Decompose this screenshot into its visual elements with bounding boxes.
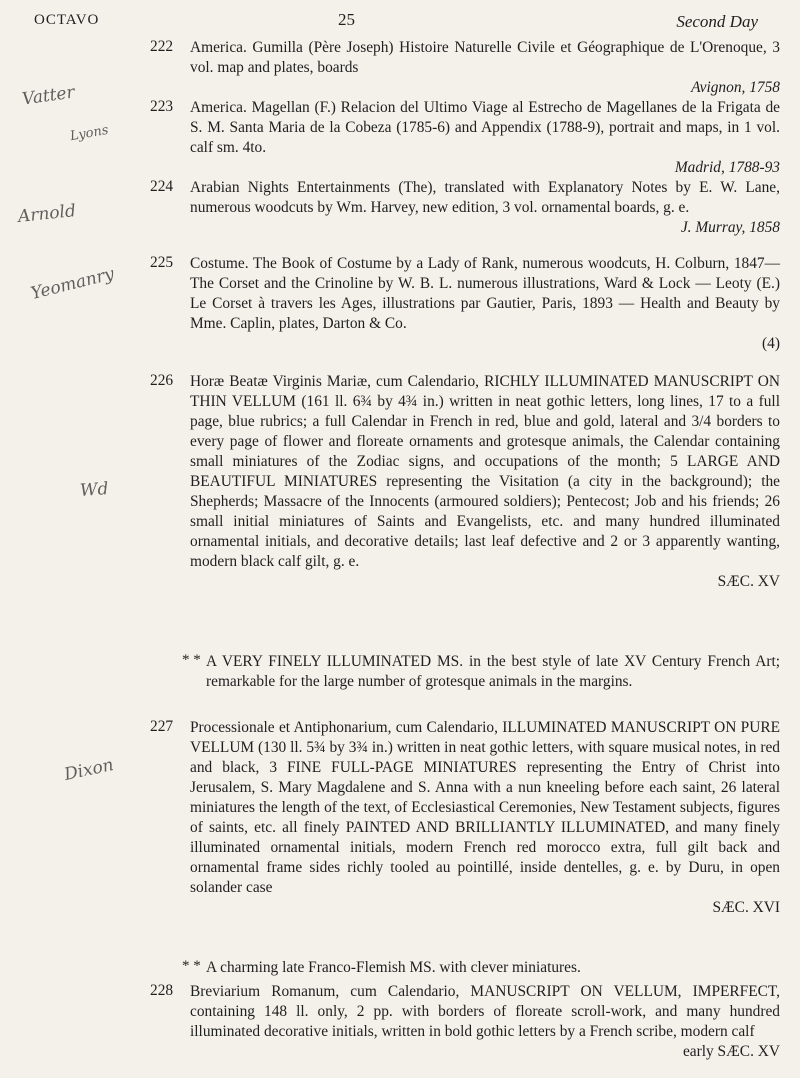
lot-number: 222	[150, 38, 174, 55]
day-label: Second Day	[676, 12, 758, 31]
lot-imprint: J. Murray, 1858	[680, 219, 780, 236]
lot-note: A VERY FINELY ILLUMINATED MS. in the best style of late XV Century French Art; remarkable for the large number of grotesque animals in the margins.	[206, 653, 780, 690]
lot-description	[190, 982, 780, 1062]
lot-imprint: Madrid, 1788-93	[674, 159, 780, 176]
page-header	[20, 8, 780, 34]
handwritten-margin-notes	[0, 0, 120, 1078]
lot-date: SÆC. XVI	[712, 899, 780, 916]
note-stars: * *	[182, 652, 201, 668]
margin-note: Lyons	[68, 122, 110, 145]
lot-date: early SÆC. XV	[682, 1043, 780, 1060]
lot-number: 225	[150, 254, 174, 271]
page-number: 25	[338, 10, 355, 29]
lot-description	[190, 254, 780, 354]
lot-description	[190, 38, 780, 98]
format-label: OCTAVO	[34, 12, 100, 28]
lot-text: America. Magellan (F.) Relacion del Ultimo Viage al Estrecho de Magellanes de la Frigata de S. M. Santa Maria de la Cobeza (1785-6) and Appendix (1788-9), portrait and maps, in 1 vol. calf sm. 4to.	[190, 99, 780, 156]
margin-note: Yeomanry	[28, 264, 117, 304]
lot-description	[190, 178, 780, 238]
lot-date: SÆC. XV	[717, 573, 780, 590]
margin-note: Vatter	[20, 82, 76, 110]
lot-text: America. Gumilla (Père Joseph) Histoire Naturelle Civile et Géographique de L'Orenoque, 3 vol. map and plates, boards	[190, 39, 780, 76]
lot-text: Costume. The Book of Costume by a Lady of Rank, numerous woodcuts, H. Colburn, 1847—The Corset and the Crinoline by W. B. L. numerous illustrations, Ward & Lock — Leoty (E.) Le Corset à travers les Ages, illustrations par Gautier, Paris, 1893 — Health and Beauty by Mme. Caplin, plates, Darton & Co.	[190, 255, 780, 332]
lot-description	[190, 372, 780, 592]
lot-number: 224	[150, 178, 174, 195]
lot-text: Processionale et Antiphonarium, cum Calendario, ILLUMINATED MANUSCRIPT ON PURE VELLUM (130 ll. 5¾ by 3¾ in.) written in neat gothic letters, with square musical notes, in red and black, 3 FINE FULL-PAGE MINIATURES representing the Entry of Christ into Jerusalem, S. Mary Magdalene and S. Anna with a nun kneeling before each saint, 26 lateral miniatures the length of the text, of Ecclesiastical Ceremonies, New Testament subjects, figures of saints, etc. all finely PAINTED AND BRILLIANTLY ILLUMINATED, and many finely illuminated ornamental initials, modern French red morocco extra, full gilt back and ornamental frame sides richly tooled au pointillé, inside dentelles, g. e. by Duru, in open solander case	[190, 719, 780, 896]
lot-count: (4)	[762, 335, 780, 352]
lot-number: 228	[150, 982, 174, 999]
lot-text: Breviarium Romanum, cum Calendario, MANUSCRIPT ON VELLUM, IMPERFECT, containing 148 ll. only, 2 pp. with borders of floreate scroll-work, and many hundred illuminated decorative initials, written in bold gothic letters by a French scribe, modern calf	[190, 983, 780, 1040]
lot-number: 227	[150, 718, 174, 735]
margin-note: Wd	[79, 479, 110, 501]
margin-note: Arnold	[17, 201, 77, 227]
lot-imprint: Avignon, 1758	[691, 79, 780, 96]
lot-text: Arabian Nights Entertainments (The), translated with Explanatory Notes by E. W. Lane, numerous woodcuts by Wm. Harvey, new edition, 3 vol. ornamental boards, g. e.	[190, 179, 780, 216]
lot-number: 223	[150, 98, 174, 115]
note-stars: * *	[182, 958, 201, 974]
lot-description	[190, 718, 780, 918]
lot-number: 226	[150, 372, 174, 389]
margin-note: Dixon	[62, 755, 116, 785]
lot-text: Horæ Beatæ Virginis Mariæ, cum Calendario, RICHLY ILLUMINATED MANUSCRIPT ON THIN VELLUM (161 ll. 6¾ by 4¾ in.) written in neat gothic letters, long lines, 17 to a full page, blue rubrics; a full Calendar in French in red, blue and gold, lateral and 3/4 borders to every page of flower and floreate ornaments and grotesque animals, the Calendar containing small miniatures of the Zodiac signs, and occupations of the month; 5 LARGE AND BEAUTIFUL MINIATURES representing the Visitation (a city in the background); the Shepherds; Massacre of the Innocents (armoured soldiers); Pentecost; Job and his friends; 26 small initial miniatures of Saints and Evangelists, etc. and many hundred illuminated ornamental initials, and decorative details; last leaf defective and 2 or 3 apparently wanting, modern black calf gilt, g. e.	[190, 373, 780, 570]
lot-description	[190, 98, 780, 178]
lot-note: A charming late Franco-Flemish MS. with clever miniatures.	[206, 959, 581, 976]
